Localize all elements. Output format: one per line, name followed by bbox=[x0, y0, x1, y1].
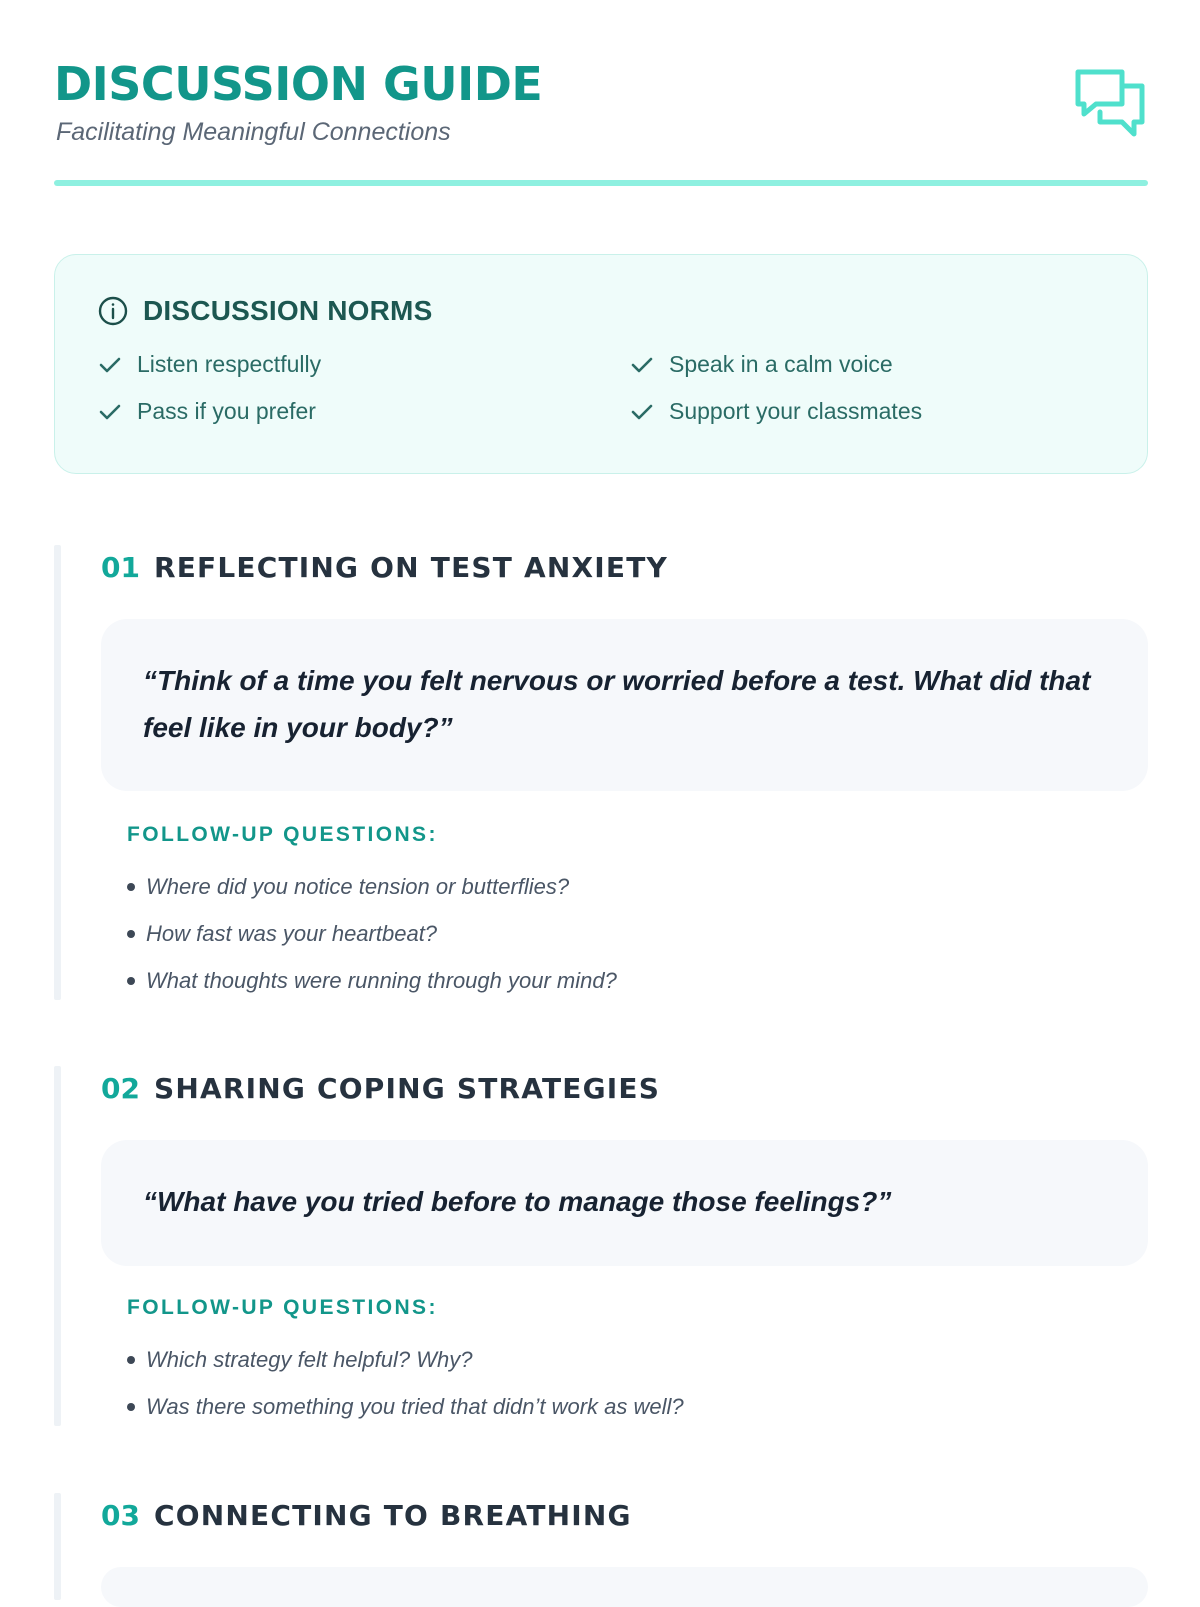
follow-up-list bbox=[127, 1336, 684, 1430]
section-heading bbox=[101, 551, 668, 584]
discussion-norms-box bbox=[54, 254, 1148, 474]
follow-up-text: Was there something you tried that didn’t work as well? bbox=[146, 1394, 684, 1419]
section-accent-bar bbox=[54, 1066, 61, 1426]
list-item bbox=[127, 910, 617, 957]
section-title: REFLECTING ON TEST ANXIETY bbox=[153, 551, 669, 584]
prompt-box bbox=[101, 1567, 1148, 1607]
bullet-icon bbox=[127, 883, 135, 891]
norm-item bbox=[629, 351, 893, 378]
follow-up-text: Which strategy felt helpful? Why? bbox=[146, 1347, 473, 1372]
list-item bbox=[127, 863, 617, 910]
section-number: 03 bbox=[101, 1499, 140, 1532]
info-icon bbox=[97, 295, 129, 327]
bullet-icon bbox=[127, 1403, 135, 1411]
page-title: DISCUSSION GUIDE bbox=[54, 57, 543, 111]
check-icon bbox=[97, 399, 123, 425]
section-accent-bar bbox=[54, 1493, 61, 1600]
follow-up-list bbox=[127, 863, 617, 1004]
follow-up-label: FOLLOW-UP QUESTIONS: bbox=[127, 823, 438, 846]
list-item bbox=[127, 957, 617, 1004]
norms-title: DISCUSSION NORMS bbox=[143, 295, 433, 326]
section-number: 01 bbox=[101, 551, 140, 584]
section-accent-bar bbox=[54, 545, 61, 1000]
norm-item bbox=[97, 351, 321, 378]
norm-label: Support your classmates bbox=[669, 398, 923, 424]
section-reflecting-on-test-anxiety bbox=[54, 545, 1148, 1000]
norm-label: Listen respectfully bbox=[137, 351, 322, 377]
norm-item bbox=[97, 398, 316, 425]
prompt-text: “Think of a time you felt nervous or worried before a test. What did that feel like in your body?” bbox=[143, 665, 1091, 743]
check-icon bbox=[629, 352, 655, 378]
norms-header bbox=[97, 295, 432, 327]
header-divider bbox=[54, 180, 1148, 186]
section-title: SHARING COPING STRATEGIES bbox=[153, 1072, 661, 1105]
list-item bbox=[127, 1336, 684, 1383]
section-heading bbox=[101, 1072, 660, 1105]
section-title: CONNECTING TO BREATHING bbox=[153, 1499, 632, 1532]
bullet-icon bbox=[127, 977, 135, 985]
prompt-box bbox=[101, 619, 1148, 791]
norm-label: Speak in a calm voice bbox=[669, 351, 893, 377]
section-heading bbox=[101, 1499, 632, 1532]
section-number: 02 bbox=[101, 1072, 140, 1105]
bullet-icon bbox=[127, 1356, 135, 1364]
prompt-box bbox=[101, 1140, 1148, 1266]
prompt-text: “What have you tried before to manage those feelings?” bbox=[143, 1186, 892, 1217]
check-icon bbox=[629, 399, 655, 425]
follow-up-text: What thoughts were running through your mind? bbox=[146, 968, 617, 993]
chat-bubbles-icon bbox=[1072, 66, 1148, 142]
section-connecting-to-breathing bbox=[54, 1493, 1148, 1600]
norm-label: Pass if you prefer bbox=[137, 398, 316, 424]
bullet-icon bbox=[127, 930, 135, 938]
follow-up-text: How fast was your heartbeat? bbox=[146, 921, 438, 946]
norm-item bbox=[629, 398, 922, 425]
section-sharing-coping-strategies bbox=[54, 1066, 1148, 1426]
list-item bbox=[127, 1383, 684, 1430]
page-header bbox=[54, 56, 1148, 186]
follow-up-text: Where did you notice tension or butterflies? bbox=[146, 874, 570, 899]
follow-up-label: FOLLOW-UP QUESTIONS: bbox=[127, 1296, 438, 1319]
check-icon bbox=[97, 352, 123, 378]
page-subtitle: Facilitating Meaningful Connections bbox=[56, 118, 451, 146]
